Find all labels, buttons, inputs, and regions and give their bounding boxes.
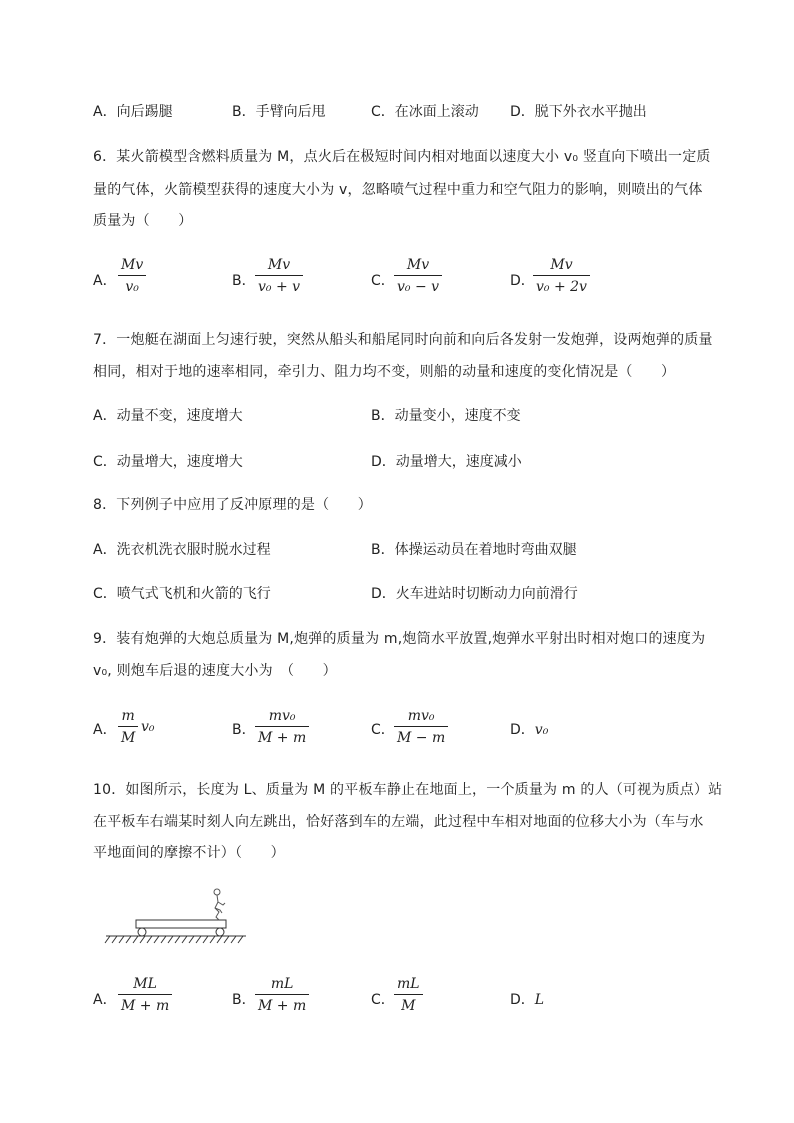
q9-option-a-letter: A．: [93, 722, 117, 738]
q10-option-d: D．L: [510, 992, 545, 1008]
q10-stem-line2: 在平板车右端某时刻人向左跳出，恰好落到车的左端，此过程中车相对地面的位移大小为（车与水: [93, 814, 704, 830]
q6-option-a-fraction: $\frac{Mv}{\text{v₀}}$: [118, 257, 146, 295]
q9-option-c-fraction: $\frac{\text{mv₀}}{M - m}$: [394, 708, 448, 746]
q7-option-d: D．动量增大，速度减小: [371, 454, 522, 470]
q10-option-b-letter: B．: [232, 992, 256, 1008]
q8-stem-line1: 8．下列例子中应用了反冲原理的是（ ）: [93, 497, 372, 513]
q8-option-a: A．洗衣机洗衣服时脱水过程: [93, 542, 271, 558]
q9-stem-line1: 9．装有炮弹的大炮总质量为 M,炮弹的质量为 m,炮筒水平放置,炮弹水平射出时相对炮口的速度为: [93, 631, 706, 647]
q10-option-c-letter: C．: [371, 992, 395, 1008]
q6-stem-line3: 质量为（ ）: [93, 213, 193, 229]
q9-option-b-fraction: $\frac{\text{mv₀}}{M + m}$: [255, 708, 309, 746]
cart-figure: [104, 884, 250, 946]
q9-option-a-suffix: v₀: [141, 719, 155, 735]
q5-option-a: A．向后踢腿: [93, 104, 173, 120]
cart-wheel-left: [138, 928, 146, 936]
q8-option-d: D．火车进站时切断动力向前滑行: [371, 586, 578, 602]
q10-stem-line1: 10．如图所示，长度为 L、质量为 M 的平板车静止在地面上，一个质量为 m 的人（可视为质点）站: [93, 782, 723, 798]
q6-option-d-fraction: $\frac{Mv}{\text{v₀ + 2v}}$: [533, 257, 590, 295]
q10-option-b-fraction: $\frac{mL}{M + m}$: [255, 976, 309, 1014]
q5-option-c: C．在冰面上滚动: [371, 104, 479, 120]
ground-line: [105, 936, 246, 943]
q6-option-c-fraction: $\frac{Mv}{\text{v₀ − v}}$: [394, 257, 442, 295]
q7-stem-line2: 相同，相对于地的速率相同，牵引力、阻力均不变，则船的动量和速度的变化情况是（ ）: [93, 364, 676, 380]
q9-option-a-fraction: $\frac{m}{M}$: [118, 708, 138, 746]
q7-option-b: B．动量变小，速度不变: [371, 408, 521, 424]
q9-option-d: D．v₀: [510, 722, 549, 738]
q10-option-a-fraction: $\frac{ML}{M + m}$: [118, 976, 172, 1014]
q6-option-b-letter: B．: [232, 273, 256, 289]
q6-stem-line1: 6．某火箭模型含燃料质量为 M，点火后在极短时间内相对地面以速度大小 v₀ 竖直向下喷出一定质: [93, 149, 711, 165]
q10-option-c-fraction: $\frac{mL}{M}$: [394, 976, 423, 1014]
cart-plank: [136, 920, 226, 928]
q6-option-a-letter: A．: [93, 273, 117, 289]
q6-option-c-letter: C．: [371, 273, 395, 289]
q6-option-b-fraction: $\frac{Mv}{\text{v₀ + v}}$: [255, 257, 303, 295]
q9-stem-line2: v₀, 则炮车后退的速度大小为 （ ）: [93, 663, 337, 679]
q6-option-d-letter: D．: [510, 273, 535, 289]
q5-option-b: B．手臂向后甩: [232, 104, 326, 120]
q10-option-a-letter: A．: [93, 992, 117, 1008]
q7-option-c: C．动量增大，速度增大: [93, 454, 243, 470]
cart-wheel-right: [216, 928, 224, 936]
q6-stem-line2: 量的气体，火箭模型获得的速度大小为 v，忽略喷气过程中重力和空气阻力的影响，则喷出的气体: [93, 182, 703, 198]
q5-option-d: D．脱下外衣水平抛出: [510, 104, 647, 120]
q9-option-b-letter: B．: [232, 722, 256, 738]
q8-option-b: B．体操运动员在着地时弯曲双腿: [371, 542, 577, 558]
q7-option-a: A．动量不变，速度增大: [93, 408, 243, 424]
q9-option-c-letter: C．: [371, 722, 395, 738]
q7-stem-line1: 7．一炮艇在湖面上匀速行驶，突然从船头和船尾同时向前和向后各发射一发炮弹，设两炮弹的质量: [93, 332, 713, 348]
q8-option-c: C．喷气式飞机和火箭的飞行: [93, 586, 271, 602]
q10-stem-line3: 平地面间的摩擦不计）（ ）: [93, 845, 285, 861]
person-figure: [214, 889, 225, 920]
